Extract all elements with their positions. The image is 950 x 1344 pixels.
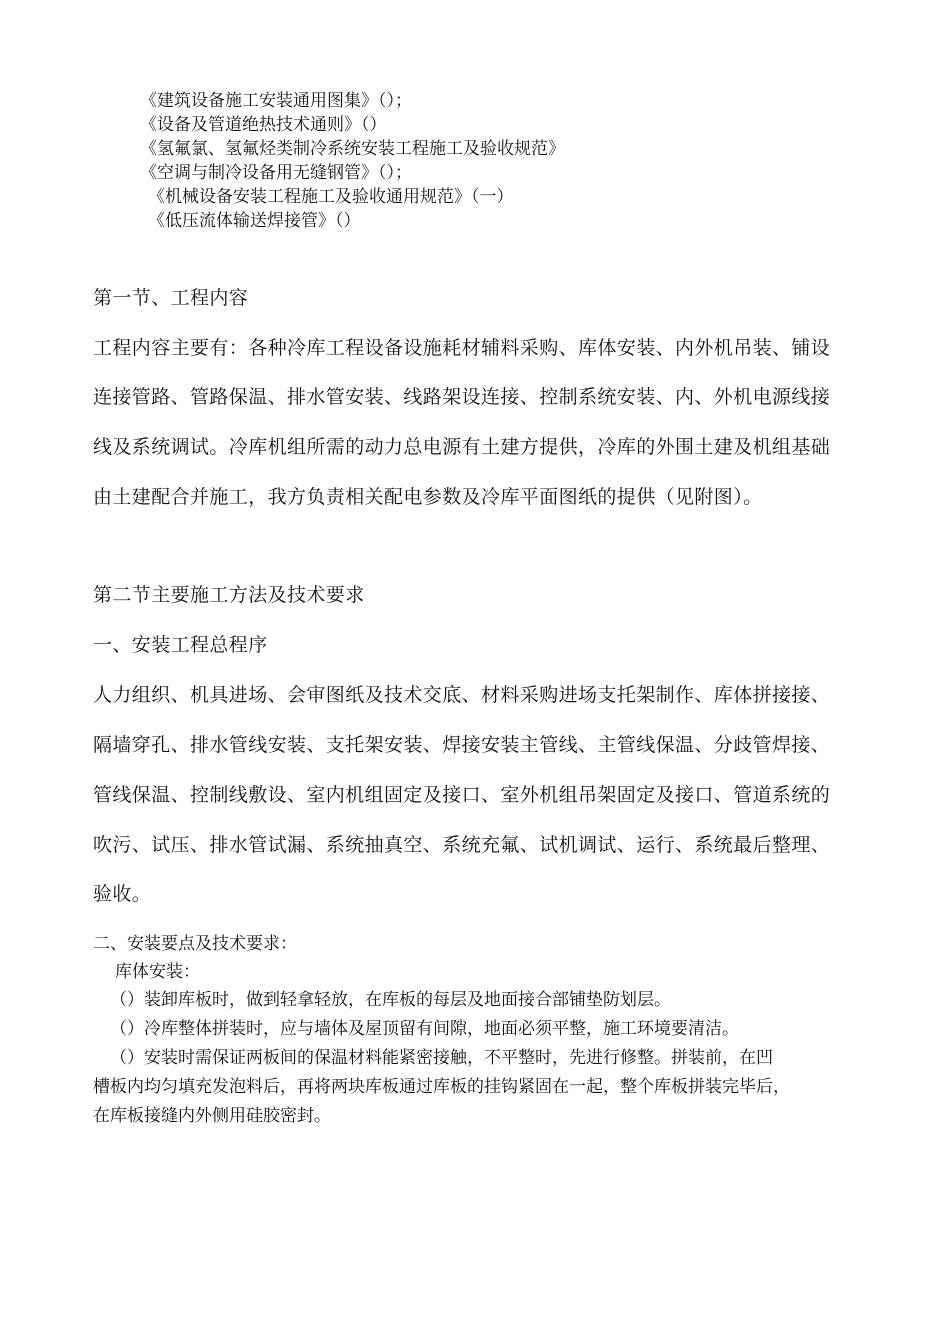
reference-item: 《建筑设备施工安装通用图集》（）； [140, 91, 412, 111]
paragraph-line: （）安装时需保证两板间的保温材料能紧密接触，不平整时，先进行修整。拼装前，在凹 [110, 1048, 773, 1068]
reference-item: 《低压流体输送焊接管》（） [148, 211, 361, 231]
section-heading: 第一节、工程内容 [93, 287, 249, 309]
paragraph-line: 隔墙穿孔、排水管线安装、支托架安装、焊接安装主管线、主管线保温、分歧管焊接、 [93, 734, 831, 756]
paragraph-line: （）冷库整体拼装时，应与墙体及屋顶留有间隙，地面必须平整，施工环境要清洁。 [110, 1019, 739, 1039]
paragraph-line: 连接管路、管路保温、排水管安装、线路架设连接、控制系统安装、内、外机电源线接 [93, 386, 831, 408]
paragraph-line: 在库板接缝内外侧用硅胶密封。 [93, 1106, 331, 1126]
reference-item: 《氢氟氯、氢氟烃类制冷系统安装工程施工及验收规范》 [140, 139, 565, 159]
paragraph-line: 线及系统调试。冷库机组所需的动力总电源有土建方提供，冷库的外围土建及机组基础 [93, 436, 831, 458]
subsection-heading: 一、安装工程总程序 [93, 634, 268, 656]
paragraph-line: 由土建配合并施工，我方负责相关配电参数及冷库平面图纸的提供（见附图）。 [93, 486, 763, 508]
paragraph-line: 管线保温、控制线敷设、室内机组固定及接口、室外机组吊架固定及接口、管道系统的 [93, 784, 831, 806]
paragraph-line: 人力组织、机具进场、会审图纸及技术交底、材料采购进场支托架制作、库体拼接接、 [93, 684, 831, 706]
section-heading: 第二节主要施工方法及技术要求 [93, 584, 365, 606]
paragraph-line: 槽板内均匀填充发泡料后，再将两块库板通过库板的挂钩紧固在一起，整个库板拼装完毕后， [93, 1077, 790, 1097]
item-label: 库体安装： [115, 962, 200, 982]
paragraph-line: 验收。 [93, 883, 152, 905]
paragraph-line: （）装卸库板时，做到轻拿轻放，在库板的每层及地面接合部铺垫防划层。 [110, 990, 671, 1010]
subsection-heading: 二、安装要点及技术要求： [93, 934, 297, 954]
paragraph-line: 工程内容主要有：各种冷库工程设备设施耗材辅料采购、库体安装、内外机吊装、铺设 [93, 337, 831, 359]
reference-item: 《机械设备安装工程施工及验收通用规范》（一） [148, 187, 514, 207]
reference-item: 《空调与制冷设备用无缝钢管》（）； [140, 163, 412, 183]
paragraph-line: 吹污、试压、排水管试漏、系统抽真空、系统充氟、试机调试、运行、系统最后整理、 [93, 834, 831, 856]
reference-item: 《设备及管道绝热技术通则》（） [140, 115, 387, 135]
